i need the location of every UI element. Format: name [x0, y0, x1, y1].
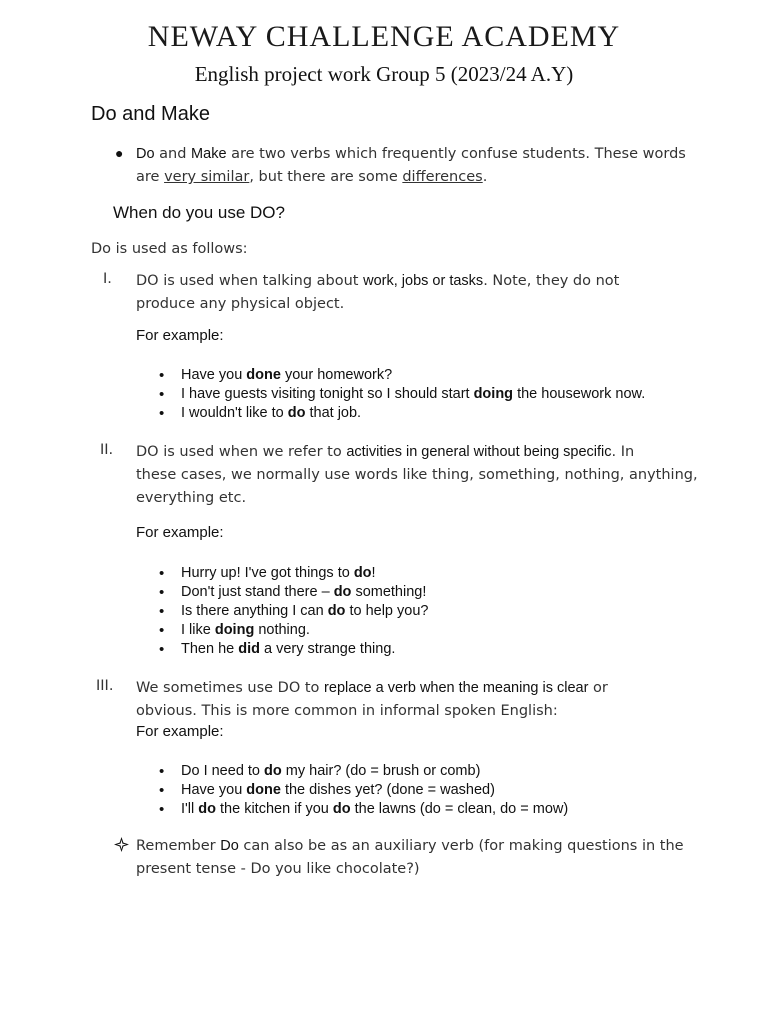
- list-item: • Hurry up! I've got things to do!: [159, 564, 428, 583]
- underlined-phrase: differences: [402, 169, 483, 185]
- roman-numeral: I.: [103, 271, 112, 287]
- example-list: [159, 762, 568, 819]
- section-heading: When do you use DO?: [113, 203, 285, 222]
- underlined-phrase: very similar: [164, 169, 250, 185]
- point-3-text: We sometimes use DO to replace a verb when the meaning is clear or obvious. This is more common in informal spoken English:: [136, 680, 608, 719]
- roman-numeral: III.: [96, 678, 114, 694]
- example-list: [159, 564, 428, 659]
- list-item: • Have you done your homework?: [159, 366, 645, 385]
- list-item: • Have you done the dishes yet? (done = washed): [159, 781, 568, 800]
- for-example-label: For example:: [136, 524, 224, 541]
- remember-note: Remember Do can also be as an auxiliary verb (for making questions in the present tense - Do you like chocolate?): [136, 838, 684, 877]
- document-subtitle: English project work Group 5 (2023/24 A.Y): [194, 62, 574, 86]
- list-item: • Then he did a very strange thing.: [159, 640, 428, 659]
- list-item: • I wouldn't like to do that job.: [159, 404, 645, 423]
- list-item: • Is there anything I can do to help you?: [159, 602, 428, 621]
- list-item: • I like doing nothing.: [159, 621, 428, 640]
- lead-text: Do is used as follows:: [91, 241, 248, 257]
- school-name: NEWAY CHALLENGE ACADEMY: [147, 20, 621, 53]
- diamond-bullet-icon: [114, 837, 129, 857]
- roman-numeral: II.: [100, 442, 114, 458]
- list-item: • Don't just stand there – do something!: [159, 583, 428, 602]
- example-list: [159, 366, 645, 423]
- for-example-label: For example:: [136, 327, 224, 344]
- bullet-dot: ●: [115, 145, 124, 161]
- list-item: • I have guests visiting tonight so I should start doing the housework now.: [159, 385, 645, 404]
- point-1-text: DO is used when talking about work, jobs or tasks. Note, they do not produce any physical object.: [136, 273, 620, 312]
- page-title: Do and Make: [91, 103, 210, 125]
- for-example-label: For example:: [136, 723, 224, 740]
- intro-paragraph: Do and Make are two verbs which frequently confuse students. These words are very similar, but there are some differences.: [136, 146, 686, 185]
- point-2-text: DO is used when we refer to activities in general without being specific. In these cases, we normally use words like thing, something, nothing, anything, everything etc.: [136, 444, 698, 506]
- list-item: • Do I need to do my hair? (do = brush or comb): [159, 762, 568, 781]
- list-item: • I'll do the kitchen if you do the lawns (do = clean, do = mow): [159, 800, 568, 819]
